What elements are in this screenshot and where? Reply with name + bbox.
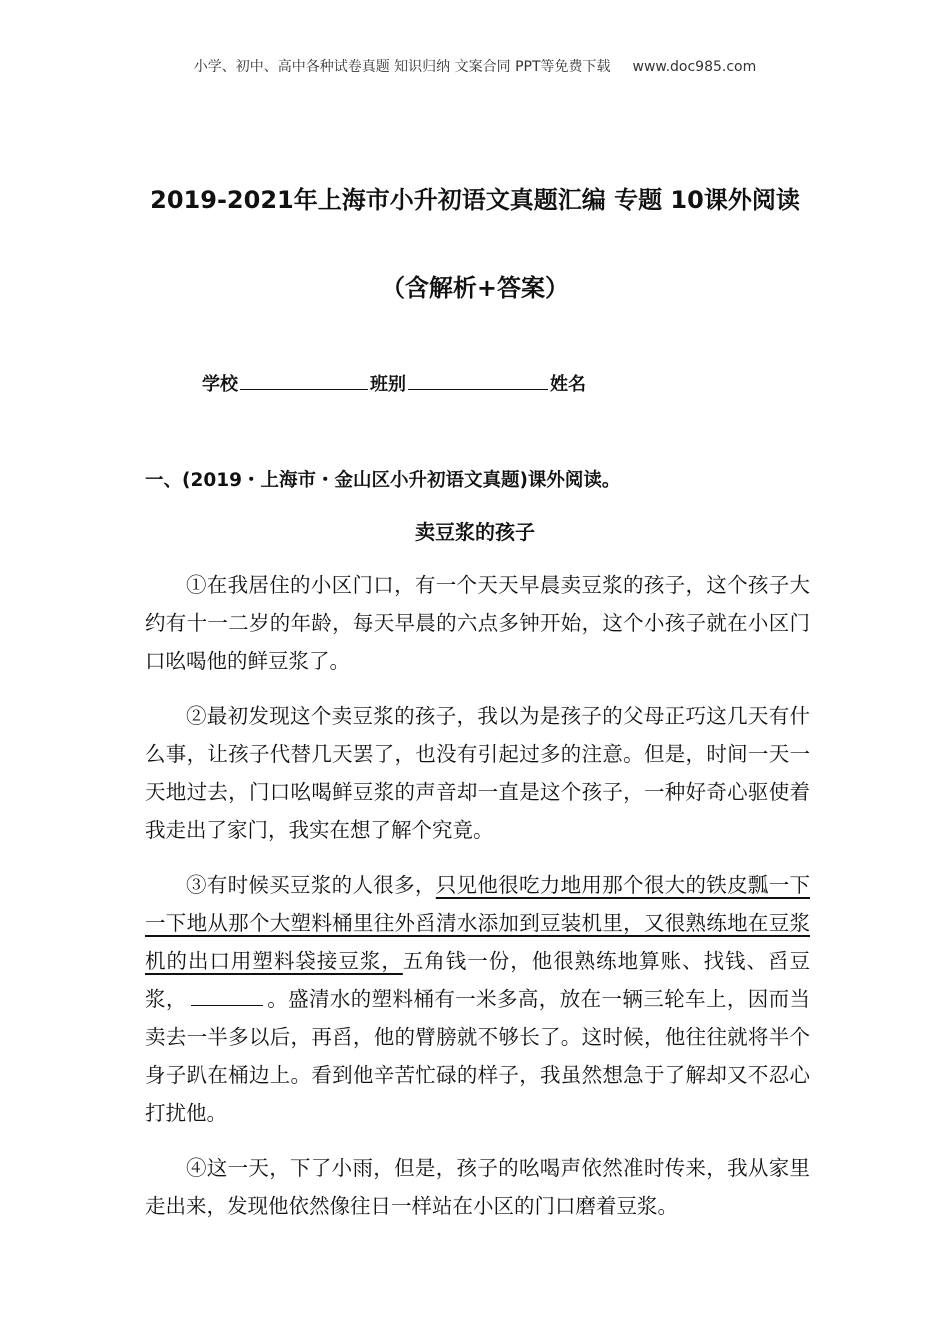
header-site: www.doc985.com [632, 59, 757, 75]
student-info-fields [202, 370, 586, 396]
class-blank [408, 371, 548, 390]
section-heading: 一、(2019・上海市・金山区小升初语文真题)课外阅读。 [145, 470, 621, 491]
underlined-sentence: 只见他很吃力地用那个很大的铁皮瓢一下一下地从那个大塑料桶里往外舀清水添加到豆装机里，又很熟练地在豆浆机的出口用塑料袋接豆浆， [145, 873, 811, 973]
article-body [145, 566, 810, 1242]
document-title: 2019-2021年上海市小升初语文真题汇编 专题 10课外阅读 [150, 186, 800, 214]
answer-blank[interactable] [191, 983, 263, 1006]
paragraph-3 [145, 866, 810, 1132]
class-label: 班别 [370, 374, 406, 395]
paragraph-4: ④这一天，下了小雨，但是，孩子的吆喝声依然准时传来，我从家里走出来，发现他依然像往日一样站在小区的门口磨着豆浆。 [145, 1156, 810, 1218]
paragraph-3-middle: 五角钱一份，他很熟练地算账、找钱、舀豆浆， [145, 949, 811, 1011]
school-blank [240, 371, 368, 390]
paragraph-3-end: 。盛清水的塑料桶有一米多高，放在一辆三轮车上，因而当卖去一半多以后，再舀，他的臂膀就不够长了。这时候，他往往就将半个身子趴在桶边上。看到他辛苦忙碌的样子，我虽然想急于了解却又不忍心打扰他。 [145, 987, 811, 1125]
paragraph-3-intro: ③有时候买豆浆的人很多， [186, 873, 436, 897]
name-label: 姓名 [550, 374, 586, 395]
header-text: 小学、初中、高中各种试卷真题 知识归纳 文案合同 PPT等免费下载 [193, 59, 611, 75]
document-subtitle: （含解析+答案） [380, 274, 570, 302]
school-label: 学校 [202, 374, 238, 395]
paragraph-2: ②最初发现这个卖豆浆的孩子，我以为是孩子的父母正巧这几天有什么事，让孩子代替几天罢了，也没有引起过多的注意。但是，时间一天一天地过去，门口吆喝鲜豆浆的声音却一直是这个孩子，一种好奇心驱使着我走出了家门，我实在想了解个究竟。 [145, 704, 810, 842]
page-header [0, 56, 950, 76]
paragraph-1: ①在我居住的小区门口，有一个天天早晨卖豆浆的孩子，这个孩子大约有十一二岁的年龄，每天早晨的六点多钟开始，这个小孩子就在小区门口吆喝他的鲜豆浆了。 [145, 573, 810, 673]
article-title: 卖豆浆的孩子 [415, 520, 535, 544]
